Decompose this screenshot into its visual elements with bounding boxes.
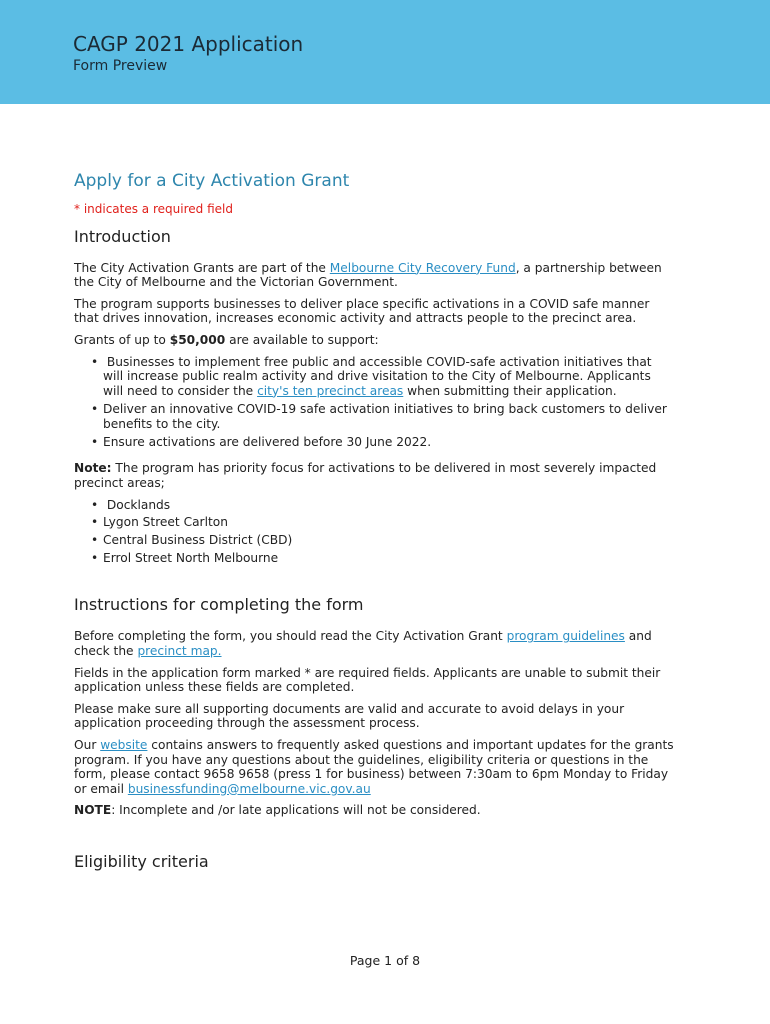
- instructions-paragraph-2: Fields in the application form marked * are required fields. Applicants are unable to submit their application unless these fields are completed.: [74, 665, 661, 695]
- list-item: • Lygon Street Carlton: [91, 515, 674, 530]
- instructions-paragraph-1: Before completing the form, you should read the City Activation Grant program guidelines and check the precinct map.: [74, 629, 652, 659]
- required-field-note: * indicates a required field: [74, 202, 233, 216]
- instructions-paragraph-3: Please make sure all supporting documents are valid and accurate to avoid delays in your application proceeding through the assessment process.: [74, 701, 625, 731]
- app-title: CAGP 2021 Application: [73, 32, 304, 56]
- intro-paragraph-1: The City Activation Grants are part of the Melbourne City Recovery Fund, a partnership between the City of Melbourne and the Victorian Government.: [74, 260, 662, 290]
- support-list: [74, 355, 674, 450]
- list-item: • Ensure activations are delivered before 30 June 2022.: [91, 435, 674, 450]
- grants-paragraph: Grants of up to $50,000 are available to support:: [74, 332, 379, 347]
- program-guidelines-link[interactable]: program guidelines: [506, 629, 625, 644]
- list-item: • Central Business District (CBD): [91, 533, 674, 548]
- page-number: Page 1 of 8: [349, 953, 421, 968]
- page-title: Apply for a City Activation Grant: [74, 171, 350, 191]
- precinct-map-link[interactable]: precinct map.: [137, 644, 222, 659]
- recovery-fund-link[interactable]: Melbourne City Recovery Fund: [329, 260, 516, 275]
- email-link[interactable]: businessfunding@melbourne.vic.gov.au: [127, 781, 371, 796]
- list-item: • Docklands: [91, 498, 674, 513]
- app-subtitle: Form Preview: [73, 58, 168, 74]
- late-application-note: NOTE: Incomplete and /or late applications will not be considered.: [74, 803, 481, 818]
- page-header: [0, 0, 770, 104]
- intro-paragraph-2: The program supports businesses to deliver place specific activations in a COVID safe manner that drives innovation, increases economic activity and attracts people to the precinct area.: [74, 296, 650, 326]
- grant-amount: $50,000: [169, 332, 226, 347]
- list-item: • Deliver an innovative COVID-19 safe activation initiatives to bring back customers to deliver benefits to the city.: [91, 402, 674, 431]
- precinct-areas-link[interactable]: city's ten precinct areas: [257, 383, 404, 398]
- list-item: • Errol Street North Melbourne: [91, 551, 674, 566]
- instructions-heading: Instructions for completing the form: [74, 595, 364, 615]
- website-link[interactable]: website: [100, 738, 148, 752]
- instructions-paragraph-4: Our website contains answers to frequently asked questions and important updates for the grants program. If you have any questions about the guidelines, eligibility criteria or questions in the form, please contact 9658 9658 (press 1 for business) between 7:30am to 6pm Monday to Friday or email businessfunding@melbourne.vic.gov.au: [74, 738, 674, 796]
- priority-note: Note: The program has priority focus for activations to be delivered in most severely impacted precinct areas;: [74, 461, 657, 490]
- eligibility-heading: Eligibility criteria: [74, 851, 209, 871]
- introduction-heading: Introduction: [74, 226, 171, 246]
- precinct-list: [74, 498, 674, 566]
- form-content: [74, 170, 674, 886]
- list-item: • Businesses to implement free public and accessible COVID-safe activation initiatives that will increase public realm activity and drive visitation to the City of Melbourne. Applicants will need to consider the city's ten precinct areas when submitting their application.: [91, 355, 674, 399]
